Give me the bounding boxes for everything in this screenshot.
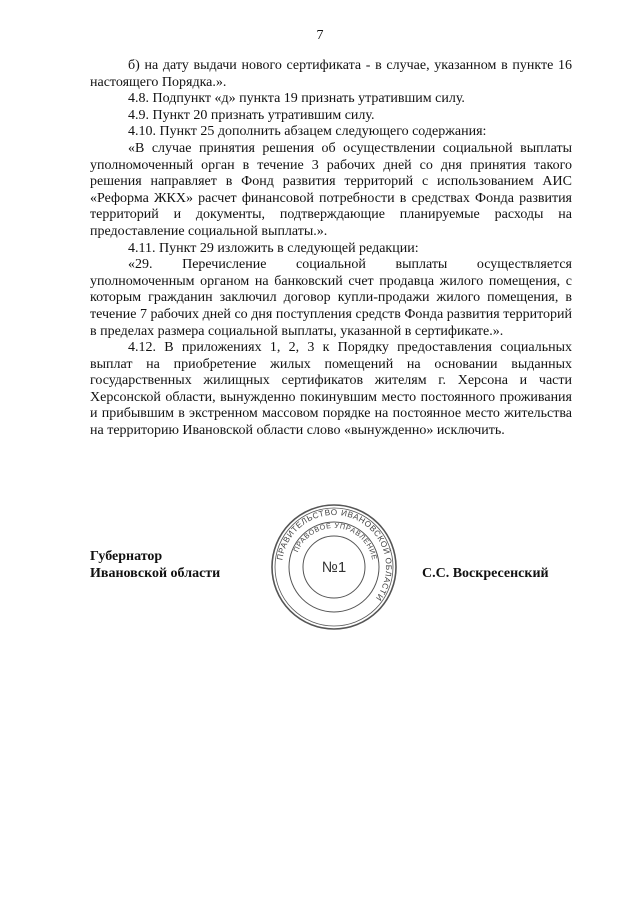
paragraph-4-9: 4.9. Пункт 20 признать утратившим силу. [128,107,375,123]
paragraph-4-11-quote: «29. Перечисление социальной выплаты осуществляется уполномоченным органом на банковский счет продавца жилого помещения, с которым гражданин заключил договор купли-продажи жилого помещения, в течение 7 рабочих дней со дня поступления средств Фонда развития территорий в пределах размера социальной выплаты, указанной в сертификате.». [90,257,572,339]
seal-icon [270,503,398,631]
paragraph-4-8: 4.8. Подпункт «д» пункта 19 признать утратившим силу. [128,91,465,107]
paragraph-4-10: 4.10. Пункт 25 дополнить абзацем следующего содержания: [128,124,487,140]
page-number: 7 [316,28,324,43]
seal-inner-text: ПРАВОВОЕ УПРАВЛЕНИЕ [291,520,380,562]
signatory-title-line1: Губернатор [90,549,163,564]
seal-center-text: №1 [321,559,347,576]
paragraph-4-7-b: б) на дату выдачи нового сертификата - в случае, указанном в пункте 16 настоящего Порядка.». [90,58,572,90]
paragraph-4-12: 4.12. В приложениях 1, 2, 3 к Порядку предоставления социальных выплат на приобретение жилых помещений на основании выданных государственных жилищных сертификатов жителям г. Херсона и части Херсонской области, вынужденно покинувшим место постоянного проживания и прибывшим в экстренном массовом порядке на постоянное место жительства на территорию Ивановской области слово «вынужденно» исключить. [90,340,572,439]
paragraph-4-11: 4.11. Пункт 29 изложить в следующей редакции: [128,240,419,256]
signatory-title-line2: Ивановской области [90,566,221,581]
official-seal [270,503,398,631]
paragraph-4-10-quote: «В случае принятия решения об осуществлении социальной выплаты уполномоченный орган в течение 3 рабочих дней со дня принятия такого решения направляет в Фонд развития территорий с использованием АИС «Реформа ЖКХ» расчет финансовой потребности в средствах Фонда развития территорий и документы, подтверждающие планируемые расходы на предоставление социальной выплаты.». [90,140,572,239]
signatory-name: С.С. Воскресенский [422,566,549,581]
document-body [90,58,572,440]
signatory-title [90,548,220,582]
seal-outer-text: ПРАВИТЕЛЬСТВО ИВАНОВСКОЙ ОБЛАСТИ [275,507,394,603]
